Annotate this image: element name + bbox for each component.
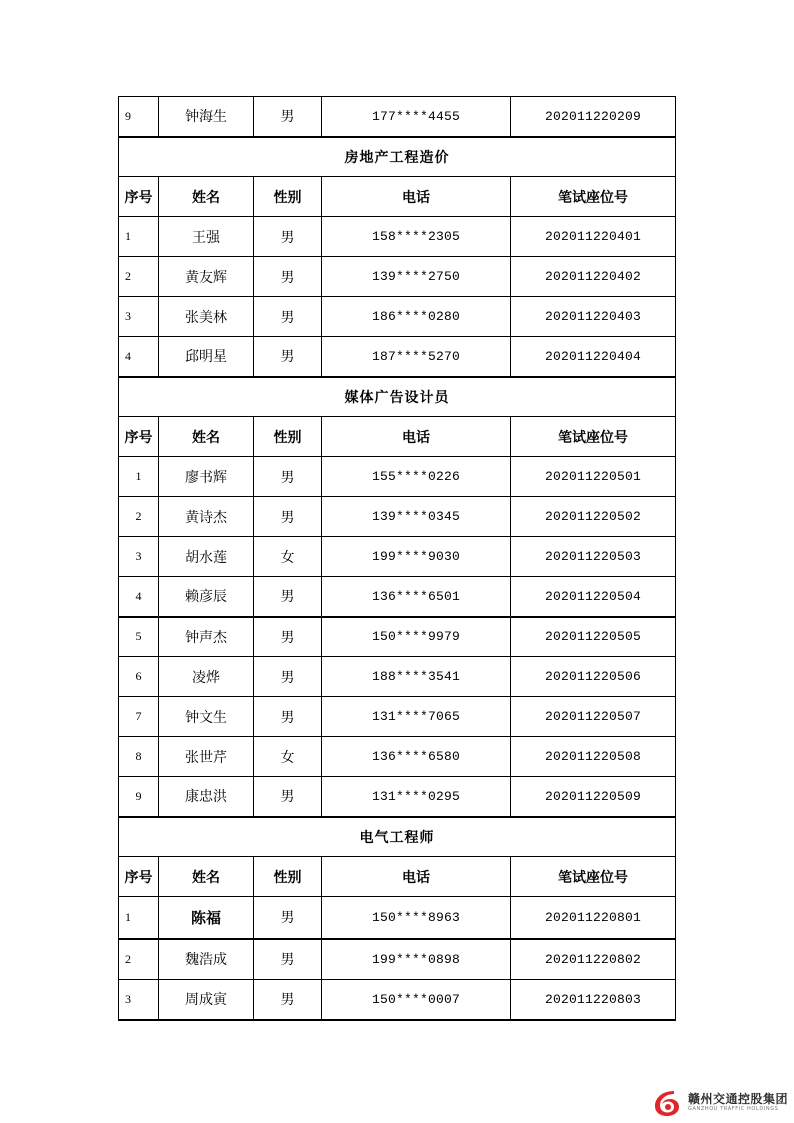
candidate-table xyxy=(118,96,676,1021)
header-no: 序号 xyxy=(119,417,159,457)
header-row xyxy=(119,857,676,897)
row-name: 王强 xyxy=(159,217,254,257)
header-phone: 电话 xyxy=(322,417,511,457)
section-title-row xyxy=(119,137,676,177)
row-gender: 女 xyxy=(254,537,322,577)
row-name: 康忠洪 xyxy=(159,777,254,817)
logo-name: 赣州交通控股集团 xyxy=(688,1092,789,1106)
row-gender: 男 xyxy=(254,697,322,737)
row-number: 6 xyxy=(119,657,159,697)
header-seat: 笔试座位号 xyxy=(511,177,676,217)
table-row xyxy=(119,697,676,737)
row-number: 7 xyxy=(119,697,159,737)
header-phone: 电话 xyxy=(322,177,511,217)
row-phone: 186****0280 xyxy=(322,297,511,337)
table-row xyxy=(119,97,676,137)
logo-mark-icon xyxy=(652,1088,684,1118)
table-row xyxy=(119,457,676,497)
table-row xyxy=(119,337,676,377)
row-gender: 男 xyxy=(254,617,322,657)
header-seat: 笔试座位号 xyxy=(511,857,676,897)
row-seat: 202011220505 xyxy=(511,617,676,657)
row-gender: 男 xyxy=(254,980,322,1020)
row-seat: 202011220403 xyxy=(511,297,676,337)
row-phone: 150****0007 xyxy=(322,980,511,1020)
row-phone: 150****8963 xyxy=(322,897,511,939)
row-phone: 155****0226 xyxy=(322,457,511,497)
row-gender: 女 xyxy=(254,737,322,777)
row-seat: 202011220508 xyxy=(511,737,676,777)
row-name: 黄诗杰 xyxy=(159,497,254,537)
row-seat: 202011220404 xyxy=(511,337,676,377)
row-number: 5 xyxy=(119,617,159,657)
row-seat: 202011220401 xyxy=(511,217,676,257)
row-number: 3 xyxy=(119,297,159,337)
row-phone: 177****4455 xyxy=(322,97,511,137)
row-seat: 202011220801 xyxy=(511,897,676,939)
table-row xyxy=(119,657,676,697)
row-gender: 男 xyxy=(254,777,322,817)
section-title-row xyxy=(119,817,676,857)
row-number: 2 xyxy=(119,257,159,297)
row-gender: 男 xyxy=(254,337,322,377)
row-gender: 男 xyxy=(254,257,322,297)
row-gender: 男 xyxy=(254,97,322,137)
row-phone: 139****0345 xyxy=(322,497,511,537)
row-seat: 202011220402 xyxy=(511,257,676,297)
row-gender: 男 xyxy=(254,217,322,257)
row-name: 胡水莲 xyxy=(159,537,254,577)
row-name: 廖书辉 xyxy=(159,457,254,497)
row-phone: 158****2305 xyxy=(322,217,511,257)
header-name: 姓名 xyxy=(159,177,254,217)
row-phone: 199****9030 xyxy=(322,537,511,577)
row-seat: 202011220803 xyxy=(511,980,676,1020)
row-seat: 202011220501 xyxy=(511,457,676,497)
row-number: 9 xyxy=(119,777,159,817)
row-name: 钟文生 xyxy=(159,697,254,737)
row-name: 张世芹 xyxy=(159,737,254,777)
row-name: 钟海生 xyxy=(159,97,254,137)
row-phone: 187****5270 xyxy=(322,337,511,377)
row-seat: 202011220503 xyxy=(511,537,676,577)
row-number: 3 xyxy=(119,537,159,577)
row-phone: 199****0898 xyxy=(322,939,511,980)
header-no: 序号 xyxy=(119,177,159,217)
row-number: 2 xyxy=(119,497,159,537)
table-row xyxy=(119,497,676,537)
header-phone: 电话 xyxy=(322,857,511,897)
table-row xyxy=(119,577,676,617)
logo-subtitle: GANZHOU TRAFFIC HOLDINGS xyxy=(688,1106,779,1112)
header-seat: 笔试座位号 xyxy=(511,417,676,457)
section-title: 媒体广告设计员 xyxy=(119,377,676,417)
row-gender: 男 xyxy=(254,577,322,617)
header-row xyxy=(119,177,676,217)
row-name: 赖彦辰 xyxy=(159,577,254,617)
row-phone: 136****6580 xyxy=(322,737,511,777)
table-row xyxy=(119,257,676,297)
table-row xyxy=(119,297,676,337)
row-number: 4 xyxy=(119,577,159,617)
row-seat: 202011220504 xyxy=(511,577,676,617)
table-row xyxy=(119,939,676,980)
row-name: 凌烨 xyxy=(159,657,254,697)
header-name: 姓名 xyxy=(159,417,254,457)
header-gender: 性别 xyxy=(254,857,322,897)
header-name: 姓名 xyxy=(159,857,254,897)
row-seat: 202011220209 xyxy=(511,97,676,137)
header-row xyxy=(119,417,676,457)
table-row xyxy=(119,897,676,939)
row-name: 陈福 xyxy=(159,897,254,939)
table-row xyxy=(119,737,676,777)
row-seat: 202011220802 xyxy=(511,939,676,980)
row-name: 钟声杰 xyxy=(159,617,254,657)
row-number: 3 xyxy=(119,980,159,1020)
row-number: 4 xyxy=(119,337,159,377)
row-gender: 男 xyxy=(254,939,322,980)
row-seat: 202011220502 xyxy=(511,497,676,537)
row-gender: 男 xyxy=(254,297,322,337)
row-gender: 男 xyxy=(254,897,322,939)
row-name: 魏浩成 xyxy=(159,939,254,980)
row-number: 2 xyxy=(119,939,159,980)
row-name: 邱明星 xyxy=(159,337,254,377)
row-number: 8 xyxy=(119,737,159,777)
row-number: 1 xyxy=(119,217,159,257)
header-gender: 性别 xyxy=(254,177,322,217)
row-phone: 139****2750 xyxy=(322,257,511,297)
row-gender: 男 xyxy=(254,657,322,697)
table-row xyxy=(119,217,676,257)
row-seat: 202011220507 xyxy=(511,697,676,737)
row-number: 1 xyxy=(119,457,159,497)
row-phone: 150****9979 xyxy=(322,617,511,657)
header-gender: 性别 xyxy=(254,417,322,457)
row-name: 周成寅 xyxy=(159,980,254,1020)
section-title: 电气工程师 xyxy=(119,817,676,857)
table-row xyxy=(119,537,676,577)
row-name: 张美林 xyxy=(159,297,254,337)
row-gender: 男 xyxy=(254,497,322,537)
table-row xyxy=(119,617,676,657)
row-number: 9 xyxy=(119,97,159,137)
section-title: 房地产工程造价 xyxy=(119,137,676,177)
row-seat: 202011220506 xyxy=(511,657,676,697)
row-phone: 188****3541 xyxy=(322,657,511,697)
header-no: 序号 xyxy=(119,857,159,897)
section-title-row xyxy=(119,377,676,417)
row-number: 1 xyxy=(119,897,159,939)
row-seat: 202011220509 xyxy=(511,777,676,817)
table-row xyxy=(119,777,676,817)
row-gender: 男 xyxy=(254,457,322,497)
row-phone: 131****7065 xyxy=(322,697,511,737)
row-phone: 136****6501 xyxy=(322,577,511,617)
company-logo xyxy=(652,1088,794,1120)
row-phone: 131****0295 xyxy=(322,777,511,817)
table-row xyxy=(119,980,676,1020)
row-name: 黄友辉 xyxy=(159,257,254,297)
